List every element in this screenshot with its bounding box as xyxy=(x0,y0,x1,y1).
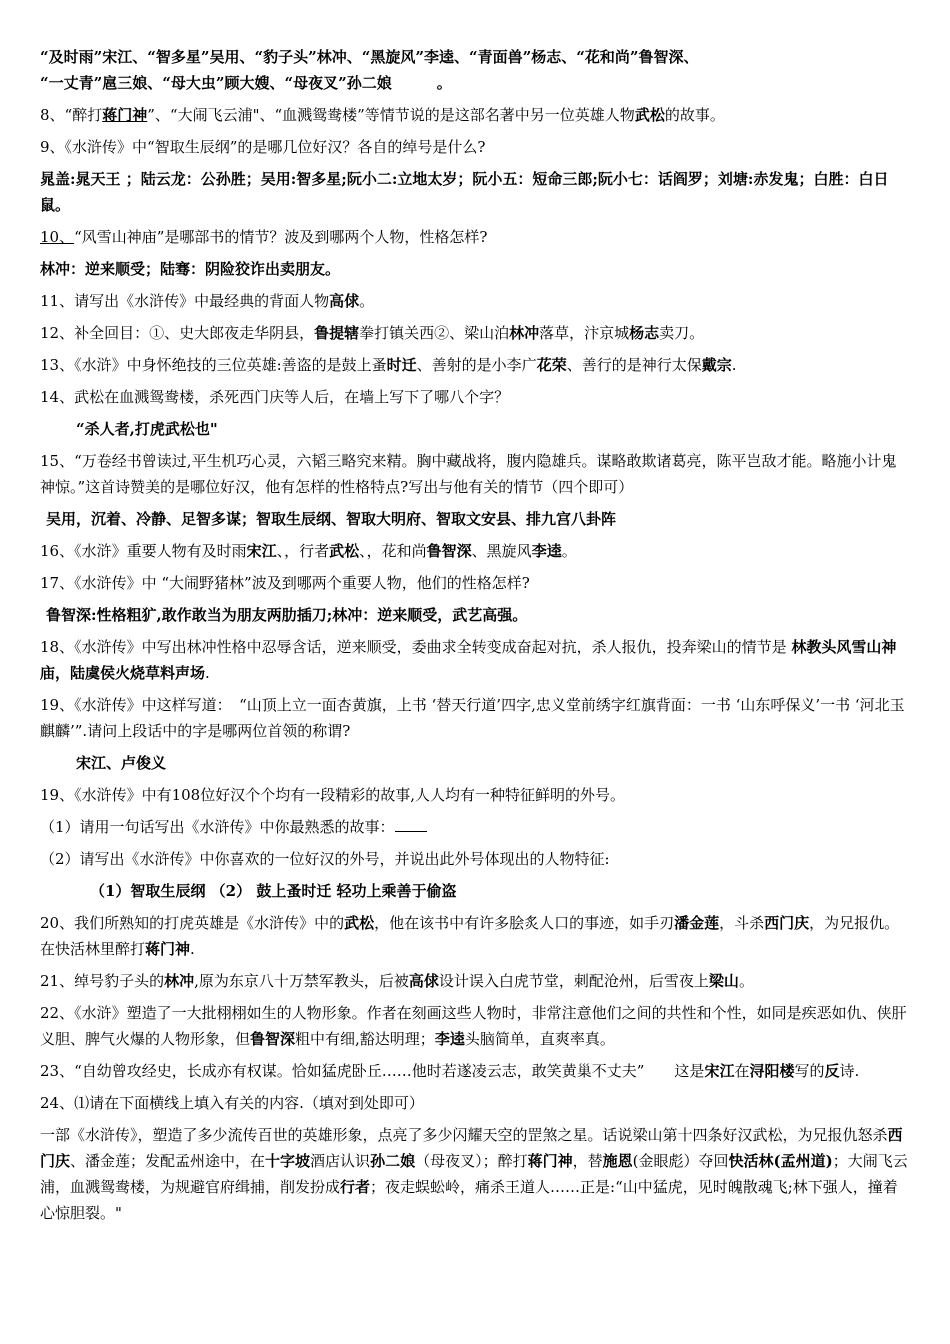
answer-19a: 宋江、卢俊义 xyxy=(76,754,167,772)
nickname-line-1: “及时雨”宋江、“智多星”吴用、“豹子头”林冲、“黑旋风”李逵、“青面兽”杨志、“花和尚”鲁智深、 xyxy=(40,48,699,66)
question-22: 22、《水浒》塑造了一大批栩栩如生的人物形象。作者在刻画这些人物时，非常注意他们之间的共性和个性，如同是疾恶如仇、侠肝义胆、脾气火爆的人物形象，但鲁智深粗中有细,豁达明理；李逵头脑简单，直爽率真。 xyxy=(40,1004,907,1048)
question-21: 21、绰号豹子头的林冲,原为东京八十万禁军教头，后被高俅设计误入白虎节堂，刺配沧州，后雪夜上梁山。 xyxy=(40,972,754,990)
nickname-line-2: “一丈青”扈三娘、“母大虫”顾大嫂、“母夜叉”孙二娘 。 xyxy=(40,74,452,92)
question-14: 14、武松在血溅鸳鸯楼，杀死西门庆等人后，在墙上写下了哪八个字？ xyxy=(40,388,510,406)
answer-14: “杀人者,打虎武松也" xyxy=(76,420,218,438)
answer-9: 晁盖:晁天王 ；陆云龙：公孙胜；吴用:智多星;阮小二:立地太岁；阮小五：短命三郎;阮小七：话阎罗；刘塘:赤发鬼；白胜：白日鼠。 xyxy=(40,170,889,214)
question-24-passage: 一部《水浒传》，塑造了多少流传百世的英雄形象，点亮了多少闪耀天空的罡煞之星。话说梁山第十四条好汉武松，为兄报仇怒杀西门庆、潘金莲；发配孟州途中，在十字坡酒店认识孙二娘（母夜叉）；醉打蒋门神，替施恩(金眼彪）夺回快活林(孟州道)；大闹飞云浦，血溅鸳鸯楼，为规避官府缉捕，削发扮成行者；夜走蜈蚣岭，痛杀王道人……正是:“山中猛虎，见时魄散魂飞;林下强人，撞着心惊胆裂。" xyxy=(40,1126,908,1222)
question-17: 17、《水浒传》中 “大闹野猪林”波及到哪两个重要人物，他们的性格怎样? xyxy=(40,574,530,592)
question-19b-sub2: （2）请写出《水浒传》中你喜欢的一位好汉的外号，并说出此外号体现出的人物特征: xyxy=(40,850,610,868)
answer-17: 鲁智深:性格粗犷,敢作敢当为朋友两肋插刀;林冲：逆来顺受，武艺高强。 xyxy=(46,606,528,624)
answer-10: 林冲：逆来顺受；陆骞：阴险狡诈出卖朋友。 xyxy=(40,260,341,278)
question-24: 24、⑴请在下面横线上填入有关的内容.（填对到处即可） xyxy=(40,1094,424,1112)
question-19a: 19、《水浒传》中这样写道： “山顶上立一面杏黄旗，上书 ‘替天行道’四字,忠义堂前绣字红旗背面：一书 ‘山东呼保义’一书 ‘河北玉麒麟’”.请问上段话中的字是哪两位首领的称谓? xyxy=(40,696,905,740)
question-9: 9、《水浒传》中“智取生辰纲”的是哪几位好汉？各自的绰号是什么? xyxy=(40,138,486,156)
question-18: 18、《水浒传》中写出林冲性格中忍辱含话，逆来顺受，委曲求全转变成奋起对抗，杀人报仇，投奔梁山的情节是 林教头风雪山神庙，陆虞侯火烧草料声场. xyxy=(40,638,897,682)
question-13: 13、《水浒》中身怀绝技的三位英雄:善盗的是鼓上蚤时迁、善射的是小李广花荣、善行的是神行太保戴宗. xyxy=(40,356,737,374)
question-10: 10、“风雪山神庙”是哪部书的情节？波及到哪两个人物，性格怎样? xyxy=(40,228,488,246)
question-19b: 19、《水浒传》中有108位好汉个个均有一段精彩的故事,人人均有一种特征鲜明的外号。 xyxy=(40,786,625,804)
question-12: 12、补全回目：①、史大郎夜走华阴县，鲁提辖拳打镇关西②、梁山泊林冲落草，汴京城杨志卖刀。 xyxy=(40,324,705,342)
question-23: 23、“自幼曾攻经史，长成亦有权谋。恰如猛虎卧丘……他时若遂凌云志，敢笑黄巢不丈夫” 这是宋江在浔阳楼写的反诗. xyxy=(40,1062,860,1080)
question-19b-sub1: （1）请用一句话写出《水浒传》中你最熟悉的故事： xyxy=(40,814,910,840)
question-16: 16、《水浒》重要人物有及时雨宋江、，行者武松、，花和尚鲁智深、黑旋风李逵。 xyxy=(40,542,577,560)
question-8: 8、“醉打蒋门神”、“大闹飞云浦"、“血溅鸳鸯楼”等情节说的是这部名著中另一位英雄人物武松的故事。 xyxy=(40,106,725,124)
intro-nicknames xyxy=(40,44,910,96)
question-11: 11、请写出《水浒传》中最经典的背面人物高俅。 xyxy=(40,292,375,310)
answer-15: 吴用，沉着、冷静、足智多谋；智取生辰纲、智取大明府、智取文安县、排九宫八卦阵 xyxy=(46,510,617,528)
question-20: 20、我们所熟知的打虎英雄是《水浒传》中的武松，他在该书中有许多脍炙人口的事迹，如手刃潘金莲，斗杀西门庆，为兄报仇。在快活林里醉打蒋门神. xyxy=(40,914,900,958)
answer-blank xyxy=(395,815,427,832)
answer-19b: （1）智取生辰纲 （2） 鼓上蚤时迁 轻功上乘善于偷盗 xyxy=(90,882,457,900)
question-15: 15、“万卷经书曾读过,平生机巧心灵，六韬三略究来精。胸中藏战将，腹内隐雄兵。谋略敢欺诸葛亮，陈平岂敌才能。略施小计鬼神惊。”这首诗赞美的是哪位好汉，他有怎样的性格特点?写出与他有关的情节（四个即可） xyxy=(40,452,897,496)
